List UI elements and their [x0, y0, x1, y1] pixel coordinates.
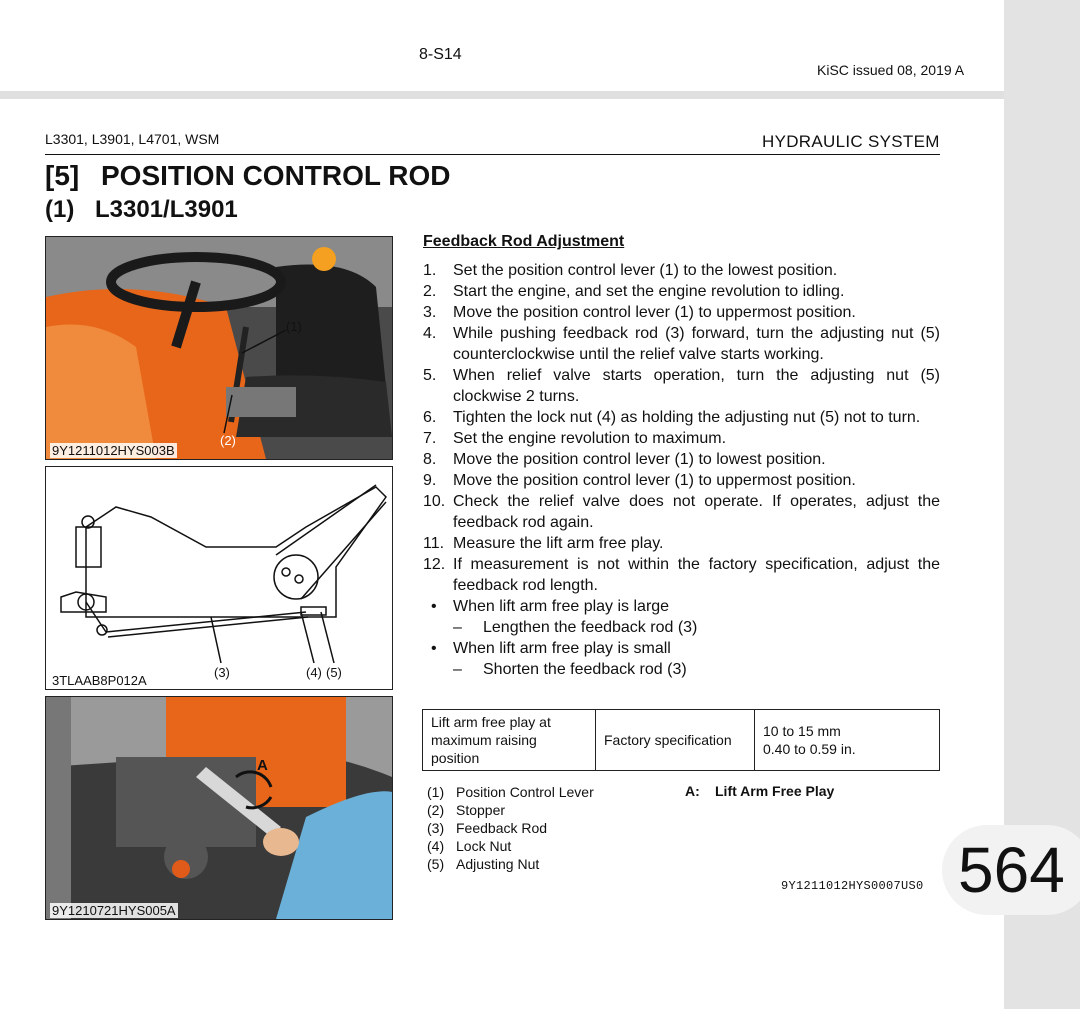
step-item	[423, 407, 940, 428]
subsection-number: (1)	[45, 196, 75, 223]
step-item	[423, 428, 940, 449]
procedure-steps	[423, 260, 940, 680]
section-number: [5]	[45, 160, 80, 191]
spec-type-cell: Factory specification	[596, 710, 755, 771]
step-text: When relief valve starts operation, turn the adjusting nut (5) clockwise 2 turns.	[453, 367, 940, 405]
section-title: POSITION CONTROL ROD	[101, 160, 451, 191]
spec-value-cell	[755, 710, 940, 771]
step-item	[423, 470, 940, 491]
legend-item	[427, 837, 594, 855]
step-text: Set the position control lever (1) to the lowest position.	[453, 262, 838, 279]
figure-measure-photo	[45, 696, 393, 920]
legend-label: Adjusting Nut	[456, 856, 540, 872]
callout-1: (1)	[286, 319, 302, 334]
step-text: Measure the lift arm free play.	[453, 535, 664, 552]
legend-item	[427, 819, 594, 837]
model-list: L3301, L3901, L4701, WSM	[45, 131, 220, 147]
step-marker: 11.	[423, 535, 445, 552]
bullet-marker: •	[431, 598, 437, 615]
dash-text: Lengthen the feedback rod (3)	[483, 619, 698, 636]
lever-photo-illustration	[46, 237, 392, 459]
bullet-item	[423, 596, 940, 617]
legend-item	[427, 783, 594, 801]
spec-value-mm: 10 to 15 mm	[763, 723, 841, 739]
step-marker: 8.	[423, 451, 437, 468]
legend-key: (4)	[427, 838, 445, 854]
spec-value-in: 0.40 to 0.59 in.	[763, 741, 856, 757]
pdf-page-badge	[942, 825, 1080, 915]
bullet-marker: •	[431, 640, 437, 657]
subsection-title: L3301/L3901	[95, 196, 238, 223]
spec-table	[422, 709, 940, 771]
step-text: Tighten the lock nut (4) as holding the adjusting nut (5) not to turn.	[453, 409, 921, 426]
step-item	[423, 449, 940, 470]
callout-2: (2)	[220, 433, 236, 448]
step-text: Check the relief valve does not operate. If operates, adjust the feedback rod again.	[453, 493, 940, 531]
page-number: 8-S14	[419, 46, 462, 63]
step-marker: 2.	[423, 283, 437, 300]
figure-caption: 3TLAAB8P012A	[52, 673, 147, 688]
figure-linkage-drawing	[45, 466, 393, 690]
step-marker: 10.	[423, 493, 446, 510]
step-item	[423, 533, 940, 554]
step-item	[423, 365, 940, 407]
step-item	[423, 554, 940, 596]
bullet-item	[423, 638, 940, 659]
spec-row	[423, 710, 940, 771]
dash-text: Shorten the feedback rod (3)	[483, 661, 687, 678]
procedure-title: Feedback Rod Adjustment	[423, 233, 625, 250]
step-text: Move the position control lever (1) to lowest position.	[453, 451, 826, 468]
legend-label: Feedback Rod	[456, 820, 548, 836]
legend-item	[427, 801, 594, 819]
legend-key: (5)	[427, 856, 445, 872]
page-break-divider	[0, 91, 1004, 99]
step-marker: 12.	[423, 556, 446, 573]
step-text: Set the engine revolution to maximum.	[453, 430, 727, 447]
legend-item	[427, 855, 594, 873]
linkage-line-drawing	[46, 467, 392, 689]
legend-key: (1)	[427, 784, 445, 800]
callout-3: (3)	[214, 665, 230, 680]
step-text: Start the engine, and set the engine revolution to idling.	[453, 283, 845, 300]
measure-photo-illustration	[46, 697, 392, 919]
dash-item	[423, 659, 940, 680]
step-marker: 3.	[423, 304, 437, 321]
step-item	[423, 323, 940, 365]
dash-marker: –	[453, 661, 462, 678]
dash-marker: –	[453, 619, 462, 636]
bullet-text: When lift arm free play is small	[453, 640, 671, 657]
callout-4: (4)	[306, 665, 322, 680]
section-heading	[45, 160, 451, 192]
step-item	[423, 491, 940, 533]
legend-key: (3)	[427, 820, 445, 836]
subsection-heading	[45, 196, 238, 224]
bullet-text: When lift arm free play is large	[453, 598, 670, 615]
header-rule	[45, 154, 940, 155]
figure-lever-photo	[45, 236, 393, 460]
pdf-page-number: 564	[958, 834, 1065, 906]
legend-label: Stopper	[456, 802, 506, 818]
legend-extra-label: Lift Arm Free Play	[715, 783, 835, 799]
step-marker: 5.	[423, 367, 437, 384]
legend-key: (2)	[427, 802, 445, 818]
step-marker: 6.	[423, 409, 437, 426]
legend-label: Lock Nut	[456, 838, 512, 854]
step-text: While pushing feedback rod (3) forward, turn the adjusting nut (5) counterclockwise until the relief valve starts working.	[453, 325, 940, 363]
step-item	[423, 260, 940, 281]
legend-list	[427, 783, 594, 873]
legend-extra	[685, 783, 834, 799]
figure-caption: 9Y1211012HYS003B	[52, 443, 175, 458]
step-marker: 7.	[423, 430, 437, 447]
dash-item	[423, 617, 940, 638]
spec-item-cell: Lift arm free play at maximum raising position	[423, 710, 596, 771]
step-item	[423, 302, 940, 323]
callout-5: (5)	[326, 665, 342, 680]
figure-caption: 9Y1210721HYS005A	[52, 903, 176, 918]
step-marker: 1.	[423, 262, 437, 279]
step-marker: 4.	[423, 325, 437, 342]
callout-a: A	[257, 757, 268, 774]
step-item	[423, 281, 940, 302]
legend-extra-key: A:	[685, 783, 700, 799]
step-text: Move the position control lever (1) to uppermost position.	[453, 472, 856, 489]
system-title: HYDRAULIC SYSTEM	[762, 132, 940, 151]
document-id: 9Y1211012HYS0007US0	[781, 879, 924, 893]
step-text: If measurement is not within the factory specification, adjust the feedback rod length.	[453, 556, 940, 594]
legend-label: Position Control Lever	[456, 784, 594, 800]
step-marker: 9.	[423, 472, 437, 489]
issue-note: KiSC issued 08, 2019 A	[817, 62, 965, 78]
step-text: Move the position control lever (1) to uppermost position.	[453, 304, 856, 321]
